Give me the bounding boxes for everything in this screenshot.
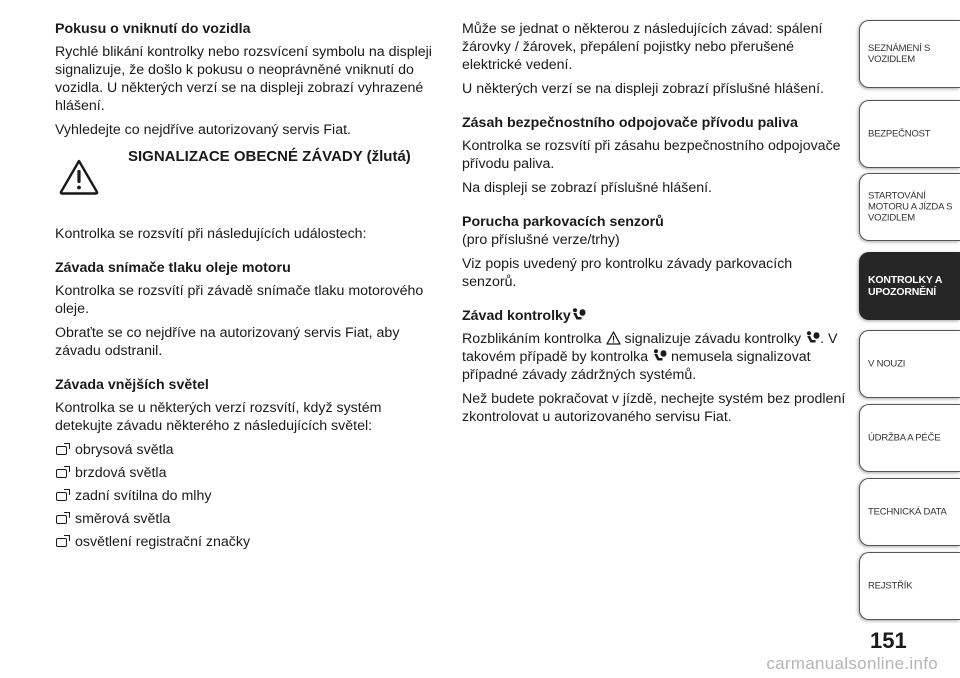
list-item: zadní svítilna do mlhy	[55, 487, 440, 505]
watermark: carmanualsonline.info	[766, 654, 938, 673]
paragraph: Na displeji se zobrazí příslušné hlášení.	[462, 180, 712, 196]
tab-starting-driving[interactable]: STARTOVÁNÍ MOTORU A JÍZDA S VOZIDLEM	[859, 173, 960, 241]
paragraph: Může se jednat o některou z následujících závad: spálení žárovky / žárovek, přepálení pojistky nebo přerušené elektrické vedení.	[462, 21, 823, 73]
subheading: (pro příslušné verze/trhy)	[462, 232, 620, 248]
lights-list	[55, 441, 440, 551]
checkbox-bullet-icon	[56, 515, 67, 524]
list-item: brzdová světla	[55, 464, 440, 482]
warning-triangle-icon	[606, 331, 621, 345]
airbag-seat-icon	[571, 308, 586, 322]
tab-index[interactable]: REJSTŘÍK	[859, 552, 960, 620]
tab-intro[interactable]: SEZNÁMENÍ S VOZIDLEM	[859, 20, 960, 88]
airbag-seat-icon	[652, 349, 667, 363]
paragraph: Než budete pokračovat v jízdě, nechejte systém bez prodlení zkontrolovat u autorizovaného servisu Fiat.	[462, 391, 846, 425]
checkbox-bullet-icon	[56, 492, 67, 501]
right-column	[462, 20, 847, 432]
paragraph: Kontrolka se u některých verzí rozsvítí, když systém detekujte závadu některého z následujících světel:	[55, 400, 382, 434]
chapter-tabs	[859, 0, 960, 678]
list-item: osvětlení registrační značky	[55, 533, 440, 551]
tab-maintenance[interactable]: ÚDRŽBA A PÉČE	[859, 404, 960, 472]
tab-technical-data[interactable]: TECHNICKÁ DATA	[859, 478, 960, 546]
paragraph: Vyhledejte co nejdříve autorizovaný servis Fiat.	[55, 122, 351, 138]
paragraph: U některých verzí se na displeji zobrazí příslušné hlášení.	[462, 81, 824, 97]
paragraph: Obraťte se co nejdříve na autorizovaný servis Fiat, aby závadu odstranil.	[55, 325, 400, 359]
paragraph: Kontrolka se rozsvítí při zásahu bezpečnostního odpojovače přívodu paliva.	[462, 138, 841, 172]
tab-warning-lights[interactable]: KONTROLKY A UPOZORNĚNÍ	[859, 252, 960, 320]
list-item: směrová světla	[55, 510, 440, 528]
checkbox-bullet-icon	[56, 538, 67, 547]
heading-lamp-fault: Závad kontrolky	[462, 307, 847, 325]
page-number: 151	[870, 628, 907, 653]
left-column	[55, 20, 440, 556]
heading-oil-sensor: Závada snímače tlaku oleje motoru	[55, 260, 291, 276]
airbag-seat-icon	[805, 331, 820, 345]
heading-parking-sensors: Porucha parkovacích senzorů	[462, 214, 664, 230]
warning-triangle-icon	[59, 159, 99, 195]
section-general-fault	[55, 147, 440, 223]
paragraph: Kontrolka se rozsvítí při následujících událostech:	[55, 226, 367, 242]
paragraph: Kontrolka se rozsvítí při závadě snímače tlaku motorového oleje.	[55, 283, 424, 317]
checkbox-bullet-icon	[56, 446, 67, 455]
heading-intrusion: Pokusu o vniknutí do vozidla	[55, 21, 251, 37]
paragraph: Viz popis uvedený pro kontrolku závady parkovacích senzorů.	[462, 256, 793, 290]
tab-safety[interactable]: BEZPEČNOST	[859, 100, 960, 168]
heading-exterior-lights: Závada vnějších světel	[55, 377, 209, 393]
tab-emergency[interactable]: V NOUZI	[859, 330, 960, 398]
heading-fuel-cutoff: Zásah bezpečnostního odpojovače přívodu paliva	[462, 115, 798, 131]
paragraph: Rychlé blikání kontrolky nebo rozsvícení symbolu na displeji signalizuje, že došlo k pokusu o neoprávněné vniknutí do vozidla. U některých verzí se na displeji zobrazí vyhrazené hlášení.	[55, 44, 432, 114]
paragraph: Rozblikáním kontrolka signalizuje závadu kontrolky . V takovém případě by kontrolka nemusela signalizovat případné závady zádržných systémů.	[462, 331, 838, 383]
list-item: obrysová světla	[55, 441, 440, 459]
checkbox-bullet-icon	[56, 469, 67, 478]
section-title: SIGNALIZACE OBECNÉ ZÁVADY (žlutá)	[128, 148, 411, 165]
